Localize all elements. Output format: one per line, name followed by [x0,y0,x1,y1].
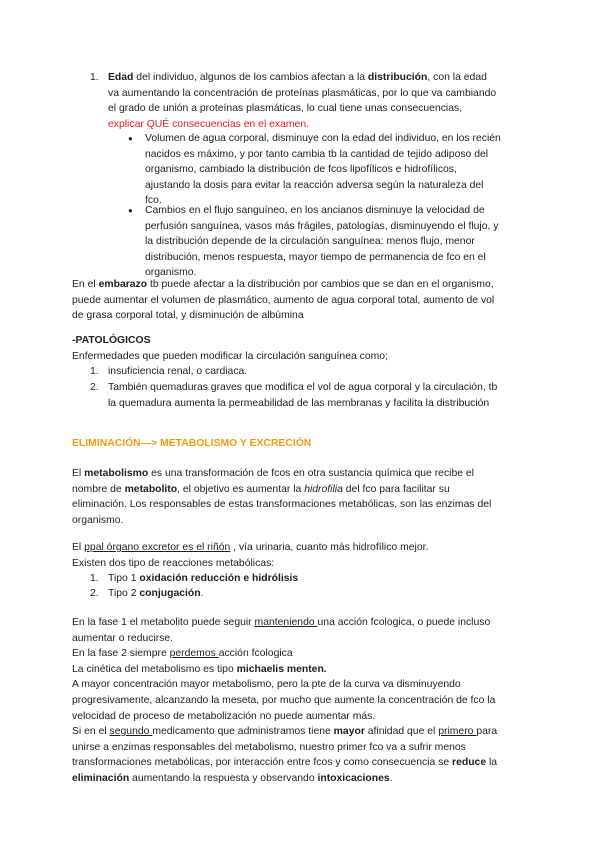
text-line: A mayor concentración mayor metabolismo, pero la pte de la curva va disminuyendo [72,679,461,691]
paragraph-fases [72,615,562,787]
text-line: la quemadura aumenta la permeabilidad de las membranas y facilita la distribución [108,397,490,409]
text-line: Cambios en el flujo sanguíneo, en los ancianos disminuye la velocidad de [145,205,485,216]
bold-term-michaelis: michaelis menten. [236,663,327,675]
list-number: 1. [90,573,99,584]
bold-term-tipo1: oxidación reducción e hidrólisis [139,573,299,584]
bold-term-intoxicaciones: intoxicaciones [317,772,390,784]
text-run: una acción fcologica, o puede incluso [317,617,491,628]
underlined-term-segundo: segundo [109,726,153,738]
text-run: En el [72,279,99,290]
text-line: ajustando la dosis para evitar la reacción adversa según la naturaleza del [145,179,484,191]
text-line: organismo. [72,514,124,526]
text-run: del fco para facilitar su [342,483,450,495]
text-run: Tipo 1 [108,573,140,584]
paragraph-metabolismo [72,466,552,528]
bold-term-tipo2: conjugación [139,588,201,599]
text-line: el grado de unión a proteínas plasmáticas, lo cual tiene unas consecuencias, [108,103,463,115]
text-run: acción fcologica [218,648,293,660]
paragraph-rinon [72,540,552,571]
text-line: organismo. [145,267,197,279]
text-line: velocidad de proceso de metabolización no puede aumentar más. [72,710,376,722]
text-line: perfusión sanguínea, vasos más frágiles, patologías, disminuyendo el flujo, y [145,220,499,232]
text-run: del individuo, algunos de los cambios afectan a la [133,72,368,83]
list-number: 2. [90,588,99,599]
text-line: Existen dos tipo de reacciones metabólicas: [72,557,275,569]
text-line: insuficiencia renal, o cardiaca. [108,366,248,377]
text-run: El [72,542,85,553]
section-patologicos [72,333,552,364]
text-line: organismo, cambiado la distribución de fcos lipofílicos e hidrofílicos, [145,164,457,176]
bullet-icon: ● [128,134,133,143]
text-run: transformaciones metabólicas, por interacción entre fcos y como consecuencia se [72,757,453,769]
underlined-term-manteniendo: manteniendo [254,617,318,628]
underlined-term-perdemos: perdemos [169,648,219,660]
list-number: 2. [90,382,99,393]
italic-term-hidrofilia: hidrofilia [304,483,343,495]
text-run: , con la edad [427,72,487,83]
text-run: tb puede afectar a la distribución por cambios que se dan en el organismo, [147,279,494,290]
text-run: es una transformación de fcos en otra sustancia química que recibe el [148,468,474,479]
text-run: afinidad que el [364,726,439,738]
text-line: puede aumentar el volumen de plasmático, aumento de agua corporal total, aumento de vol [72,294,495,306]
text-line: distribución, menos respuesta, mayor tiempo de permanencia de fco en el [145,251,486,263]
text-line: va aumentando la concentración de proteínas plasmáticas, por lo que va cambiando [108,87,497,99]
bullet-icon: ● [128,206,133,215]
text-run: . [389,772,393,784]
list-number: 1. [90,72,99,83]
text-run: aumentando la respuesta y observando [129,772,318,784]
text-line: Enfermedades que pueden modificar la circulación sanguínea como; [72,350,388,362]
text-run: , vía urinaria, cuanto más hidrofílico mejor. [230,542,429,553]
paragraph-embarazo [72,277,552,324]
text-line: unirse a enzimas responsables del metabolismo, nuestro primer fco va a sufrir menos [72,741,466,753]
text-run: , el objetivo es aumentar la [177,483,305,495]
subheading-patologicos: -PATOLÓGICOS [72,335,151,346]
text-line: nacidos es máximo, y por tanto cambia tb la cantidad de tejido adiposo del [145,148,489,160]
text-run: El [72,468,85,479]
text-run: la [486,757,498,769]
exam-note: explicar QUÉ consecuencias en el examen. [108,118,309,130]
section-heading-eliminacion: ELIMINACIÓN—> METABOLISMO Y EXCRECIÓN [72,438,312,449]
underlined-term-rinon: ppal órgano excretor es el riñón [84,542,231,553]
text-run: para [476,726,498,738]
bold-term-mayor: mayor [333,726,365,738]
text-line: de grasa corporal total, y disminución de albúmina [72,310,304,322]
underlined-term-primero: primero [438,726,477,738]
text-line: Volumen de agua corporal, disminuye con la edad del individuo, en los recién [145,133,501,144]
bold-term-embarazo: embarazo [98,279,148,290]
text-line: aumentar o reducirse. [72,632,174,644]
text-line: progresivamente, alcanzando la meseta, por mucho que aumente la concentración de fco la [72,694,496,706]
text-run: nombre de [72,483,125,495]
text-run: En la fase 2 siempre [72,648,170,660]
text-run: En la fase 1 el metabolito puede seguir [72,617,255,628]
text-run: Tipo 2 [108,588,140,599]
text-line: fco. [145,195,162,207]
list-number: 1. [90,366,99,377]
bold-term-reduce: reduce [452,757,487,769]
text-line: También quemaduras graves que modifica el vol de agua corporal y la circulación, tb [108,382,498,393]
text-run: medicamento que administramos tiene [152,726,334,738]
bold-term-metabolismo: metabolismo [84,468,149,479]
bold-term-eliminacion: eliminación [72,772,130,784]
bold-term-distribucion: distribución [367,72,428,83]
text-run: La cinética del metabolismo es tipo [72,663,237,675]
bold-term-edad: Edad [108,72,134,83]
text-line: eliminación. Los responsables de estas transformaciones metabólicas, son las enzimas del [72,499,492,511]
text-line: la distribución depende de la circulación sanguínea: menos flujo, menor [145,236,475,248]
text-run: . [200,588,204,599]
bold-term-metabolito: metabolito [124,483,178,495]
text-run: Si en el [72,726,110,738]
